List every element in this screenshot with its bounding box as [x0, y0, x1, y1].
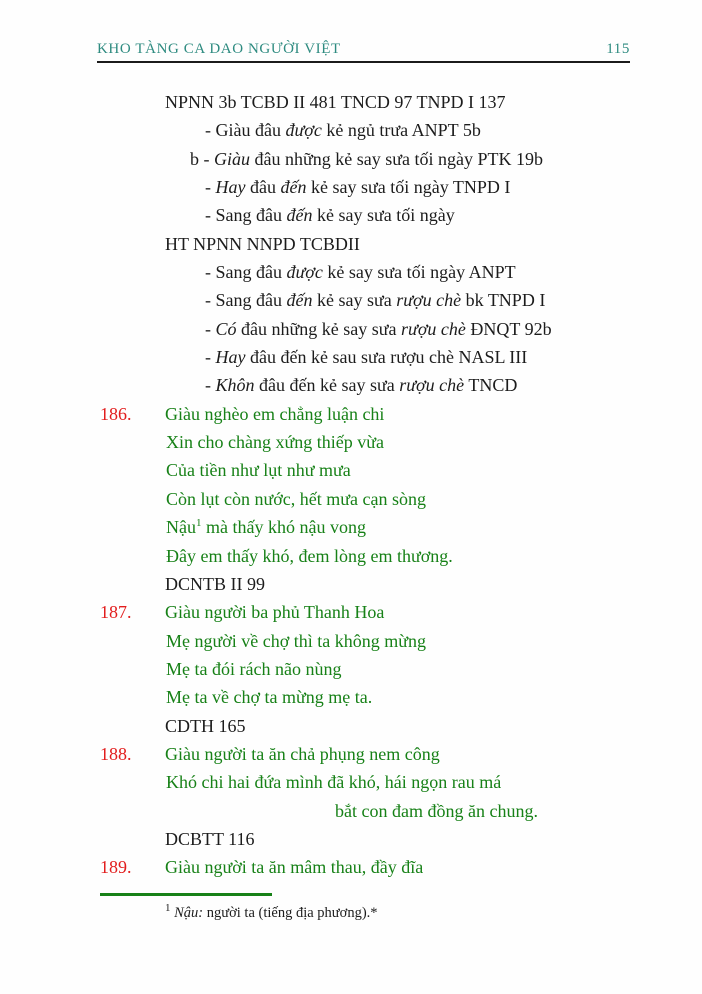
text-segment: rượu chè — [396, 290, 462, 311]
verse-line — [0, 513, 702, 541]
text-segment: Có — [215, 318, 237, 339]
variant-line — [0, 201, 702, 229]
text-segment: Hay — [215, 347, 246, 368]
source-citation-line — [0, 88, 702, 116]
footnote-rule — [100, 893, 272, 896]
text-segment: kẻ say sưa — [312, 290, 397, 311]
text-segment: Giàu nghèo em chẳng luận chi — [165, 403, 385, 424]
page-body — [0, 88, 702, 882]
text-segment: đến — [286, 290, 313, 311]
verse-entry-line — [0, 853, 702, 881]
text-segment: kẻ say sưa tối ngày ANPT — [322, 262, 516, 283]
text-segment: người ta (tiếng địa phương).* — [203, 905, 378, 921]
source-citation-line — [0, 570, 702, 598]
text-segment: đâu đến kẻ sau sưa rượu chè NASL III — [245, 347, 528, 368]
text-segment: đâu những kẻ say sưa — [236, 318, 401, 339]
entry-number: 189. — [100, 857, 132, 878]
footnote-marker: 1 — [196, 517, 202, 530]
text-segment: được — [286, 262, 323, 283]
entry-number: 186. — [100, 403, 132, 424]
source-citation-line — [0, 712, 702, 740]
header-rule — [97, 61, 630, 63]
text-segment: đâu — [245, 177, 281, 198]
variant-line — [0, 173, 702, 201]
variant-line — [0, 315, 702, 343]
text-segment: được — [285, 120, 322, 141]
verse-line — [0, 627, 702, 655]
entry-number: 187. — [100, 602, 132, 623]
variant-line — [0, 343, 702, 371]
text-segment: rượu chè — [399, 375, 465, 396]
text-segment: DCBTT 116 — [165, 828, 255, 849]
verse-line — [0, 542, 702, 570]
page-number: 115 — [606, 41, 630, 57]
text-segment: Của tiền như lụt như mưa — [166, 460, 351, 481]
footnote-marker: 1 — [165, 902, 171, 915]
text-segment: Đây em thấy khó, đem lòng em thương. — [166, 545, 453, 566]
text-segment: kẻ say sưa tối ngày — [312, 205, 455, 226]
verse-line — [0, 428, 702, 456]
text-segment: đến — [286, 205, 313, 226]
verse-line — [0, 797, 702, 825]
verse-entry-line — [0, 400, 702, 428]
text-segment: - — [205, 375, 216, 396]
text-segment: Còn lụt còn nước, hết mưa cạn sòng — [166, 488, 426, 509]
variant-line — [0, 258, 702, 286]
text-segment: - Giàu đâu — [205, 120, 286, 141]
variant-line — [0, 286, 702, 314]
verse-line — [0, 655, 702, 683]
page-header — [97, 41, 630, 58]
variant-line — [0, 371, 702, 399]
text-segment: b - — [190, 148, 214, 169]
text-segment: đâu những kẻ say sưa tối ngày PTK 19b — [250, 148, 543, 169]
text-segment: Giàu — [214, 148, 250, 169]
verse-line — [0, 485, 702, 513]
text-segment: NPNN 3b TCBD II 481 TNCD 97 TNPD I 137 — [165, 92, 506, 112]
text-segment: Xin cho chàng xứng thiếp vừa — [166, 432, 384, 453]
text-segment: đâu đến kẻ say sưa — [254, 375, 400, 396]
text-segment: - Sang đâu — [205, 262, 287, 283]
text-segment: TNCD — [464, 375, 518, 396]
text-segment: Nậu: — [174, 905, 204, 921]
text-segment: bk TNPD I — [461, 290, 546, 311]
text-segment: Hay — [215, 177, 246, 198]
text-segment: đến — [280, 177, 307, 198]
footnote — [165, 902, 378, 922]
text-segment: Mẹ ta về chợ ta mừng mẹ ta. — [166, 687, 373, 708]
verse-line — [0, 456, 702, 484]
entry-number: 188. — [100, 743, 132, 764]
text-segment: - — [205, 177, 216, 198]
text-segment: bắt con đam đồng ăn chung. — [335, 800, 538, 821]
text-segment: Nậu — [166, 517, 196, 538]
verse-entry-line — [0, 598, 702, 626]
text-segment: ĐNQT 92b — [465, 318, 552, 339]
text-segment: CDTH 165 — [165, 715, 246, 736]
text-segment: kẻ ngủ trưa ANPT 5b — [321, 120, 481, 141]
text-segment: kẻ say sưa tối ngày TNPD I — [306, 177, 511, 198]
text-segment: Giàu người ba phủ Thanh Hoa — [165, 602, 385, 623]
text-segment: mà thấy khó nậu vong — [201, 517, 366, 538]
verse-line — [0, 768, 702, 796]
source-citation-line — [0, 230, 702, 258]
text-segment: rượu chè — [401, 318, 466, 339]
text-segment: Giàu người ta ăn mâm thau, đầy đĩa — [165, 857, 424, 878]
text-segment: - — [205, 318, 216, 339]
text-segment: DCNTB II 99 — [165, 573, 265, 594]
running-title: KHO TÀNG CA DAO NGƯỜI VIỆT — [97, 41, 341, 57]
verse-line — [0, 683, 702, 711]
text-segment: Khôn — [215, 375, 255, 396]
text-segment: Giàu người ta ăn chả phụng nem công — [165, 743, 440, 764]
text-segment: Mẹ ta đói rách não nùng — [166, 658, 342, 679]
source-citation-line — [0, 825, 702, 853]
text-segment: Mẹ người về chợ thì ta không mừng — [166, 630, 427, 651]
variant-line — [0, 145, 702, 173]
text-segment: - Sang đâu — [205, 205, 287, 226]
verse-entry-line — [0, 740, 702, 768]
variant-line — [0, 116, 702, 144]
text-segment: - — [205, 347, 216, 368]
text-segment: HT NPNN NNPD TCBDII — [165, 233, 360, 254]
text-segment: Khó chi hai đứa mình đã khó, hái ngọn rau má — [166, 772, 502, 793]
text-segment: - Sang đâu — [205, 290, 287, 311]
